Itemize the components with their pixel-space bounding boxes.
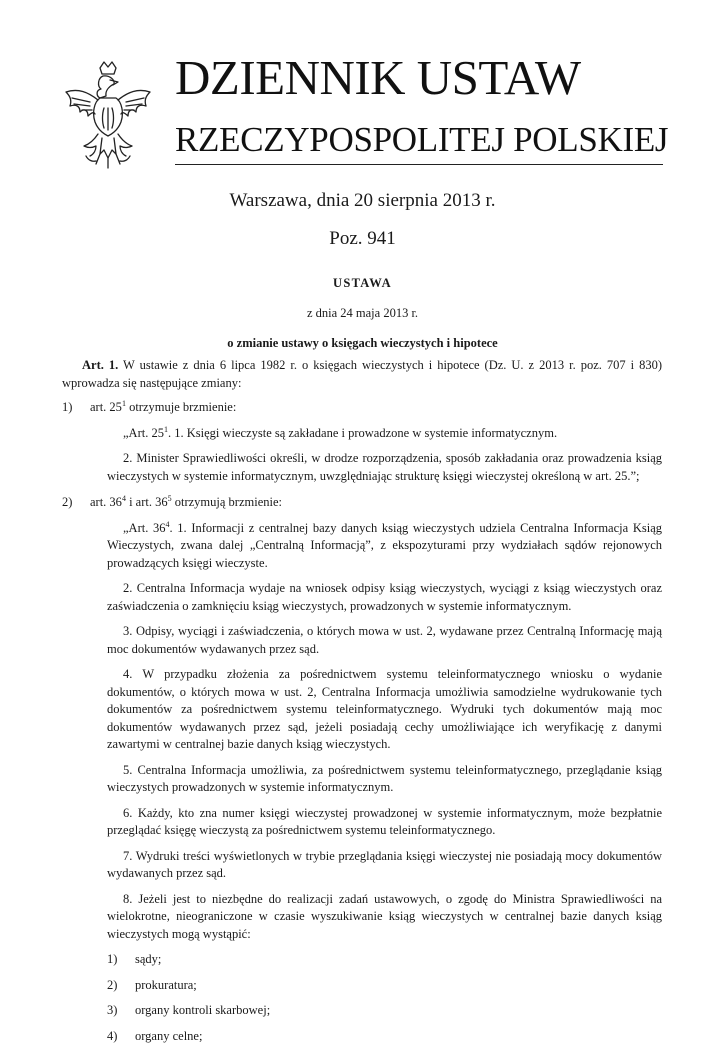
issue-date: Warszawa, dnia 20 sierpnia 2013 r.	[0, 189, 725, 213]
white-eagle-emblem-icon	[60, 58, 156, 170]
masthead-divider	[175, 164, 663, 165]
item-number: 1)	[62, 399, 90, 417]
issue-position: Poz. 941	[0, 227, 725, 251]
item-intro: art. $25^1$ otrzymuje brzmienie:	[90, 399, 662, 417]
quoted-paragraph: 7. Wydruki treści wyświetlonych w trybie przeglądania księgi wieczystej nie posiadają mocy dokumentów wydawanych przez sąd.	[107, 848, 662, 883]
quoted-paragraph: „Art. $25^1$. 1. Księgi wieczyste są zakładane i prowadzone w systemie informatycznym.	[107, 425, 662, 443]
quoted-paragraph: 4. W przypadku złożenia za pośrednictwem systemu teleinformatycznego wniosku o wydanie dokumentów, o których mowa w ust. 2, Centralna Informacja umożliwia samodzielne wydrukowanie tych dokumentów za pośrednictwem systemu teleinformatycznego. Wydruki tych dokumentów mają moc dokumentów wydawanych przez sąd, jeżeli posiadają cechy umożliwiające ich weryfikację z danymi zawartymi w centralnej bazie danych ksiąg wieczystych.	[107, 666, 662, 754]
amendment-item-1	[62, 399, 662, 417]
article-1-text: W ustawie z dnia 6 lipca 1982 r. o księgach wieczystych i hipotece (Dz. U. z 2013 r. poz. 707 i 830) wprowadza się następujące zmiany:	[62, 358, 662, 390]
masthead-title: DZIENNIK USTAW	[175, 50, 581, 106]
list-item: 2) prokuratura;	[107, 977, 662, 995]
quoted-provision-art-36-4	[107, 520, 662, 1045]
act-title: o zmianie ustawy o księgach wieczystych i hipotece	[0, 336, 725, 351]
article-1	[62, 357, 662, 392]
quoted-paragraph: 6. Każdy, kto zna numer księgi wieczystej prowadzonej w systemie informatycznym, może bezpłatnie przeglądać księgę wieczystą za pośrednictwem systemu teleinformatycznego.	[107, 805, 662, 840]
item-intro: art. $36^4$ i art. $36^5$ otrzymują brzmienie:	[90, 494, 662, 512]
quoted-paragraph: 3. Odpisy, wyciągi i zaświadczenia, o których mowa w ust. 2, wydawane przez Centralną Informację mają moc dokumentów wydawanych przez sąd.	[107, 623, 662, 658]
act-date: z dnia 24 maja 2013 r.	[0, 306, 725, 321]
act-body	[62, 357, 662, 1045]
article-1-label: Art. 1.	[82, 358, 118, 372]
quoted-provision-art-25-1	[107, 425, 662, 486]
list-item: 1) sądy;	[107, 951, 662, 969]
amendment-item-2	[62, 494, 662, 512]
quoted-paragraph: „Art. $36^4$. 1. Informacji z centralnej bazy danych ksiąg wieczystych udziela Centralna Informacja Ksiąg Wieczystych, zwana dalej „Centralną Informacją”, z ekspozyturami przy wydziałach sądów rejonowych prowadzących księgi wieczyste.	[107, 520, 662, 573]
list-item: 3) organy kontroli skarbowej;	[107, 1002, 662, 1020]
quoted-paragraph: 2. Minister Sprawiedliwości określi, w drodze rozporządzenia, sposób zakładania oraz prowadzenia ksiąg wieczystych w systemie informatycznym, uwzględniając strukturę księgi wieczystej określoną w art. 25.”;	[107, 450, 662, 485]
masthead-subtitle: RZECZYPOSPOLITEJ POLSKIEJ	[175, 120, 668, 160]
quoted-paragraph: 5. Centralna Informacja umożliwia, za pośrednictwem systemu teleinformatycznego, przeglądanie ksiąg wieczystych prowadzonych w systemie informatycznym.	[107, 762, 662, 797]
act-type: USTAWA	[0, 276, 725, 291]
quoted-paragraph: 2. Centralna Informacja wydaje na wniosek odpisy ksiąg wieczystych, wyciągi z ksiąg wieczystych oraz zaświadczenia o zamknięciu ksiąg wieczystych, prowadzonych w systemie informatycznym.	[107, 580, 662, 615]
list-item: 4) organy celne;	[107, 1028, 662, 1045]
quoted-paragraph: 8. Jeżeli jest to niezbędne do realizacji zadań ustawowych, o zgodę do Ministra Sprawiedliwości na wielokrotne, nieograniczone w czasie wyszukiwanie ksiąg wieczystych w centralnej bazie danych ksiąg wieczystych mogą wystąpić:	[107, 891, 662, 944]
item-number: 2)	[62, 494, 90, 512]
